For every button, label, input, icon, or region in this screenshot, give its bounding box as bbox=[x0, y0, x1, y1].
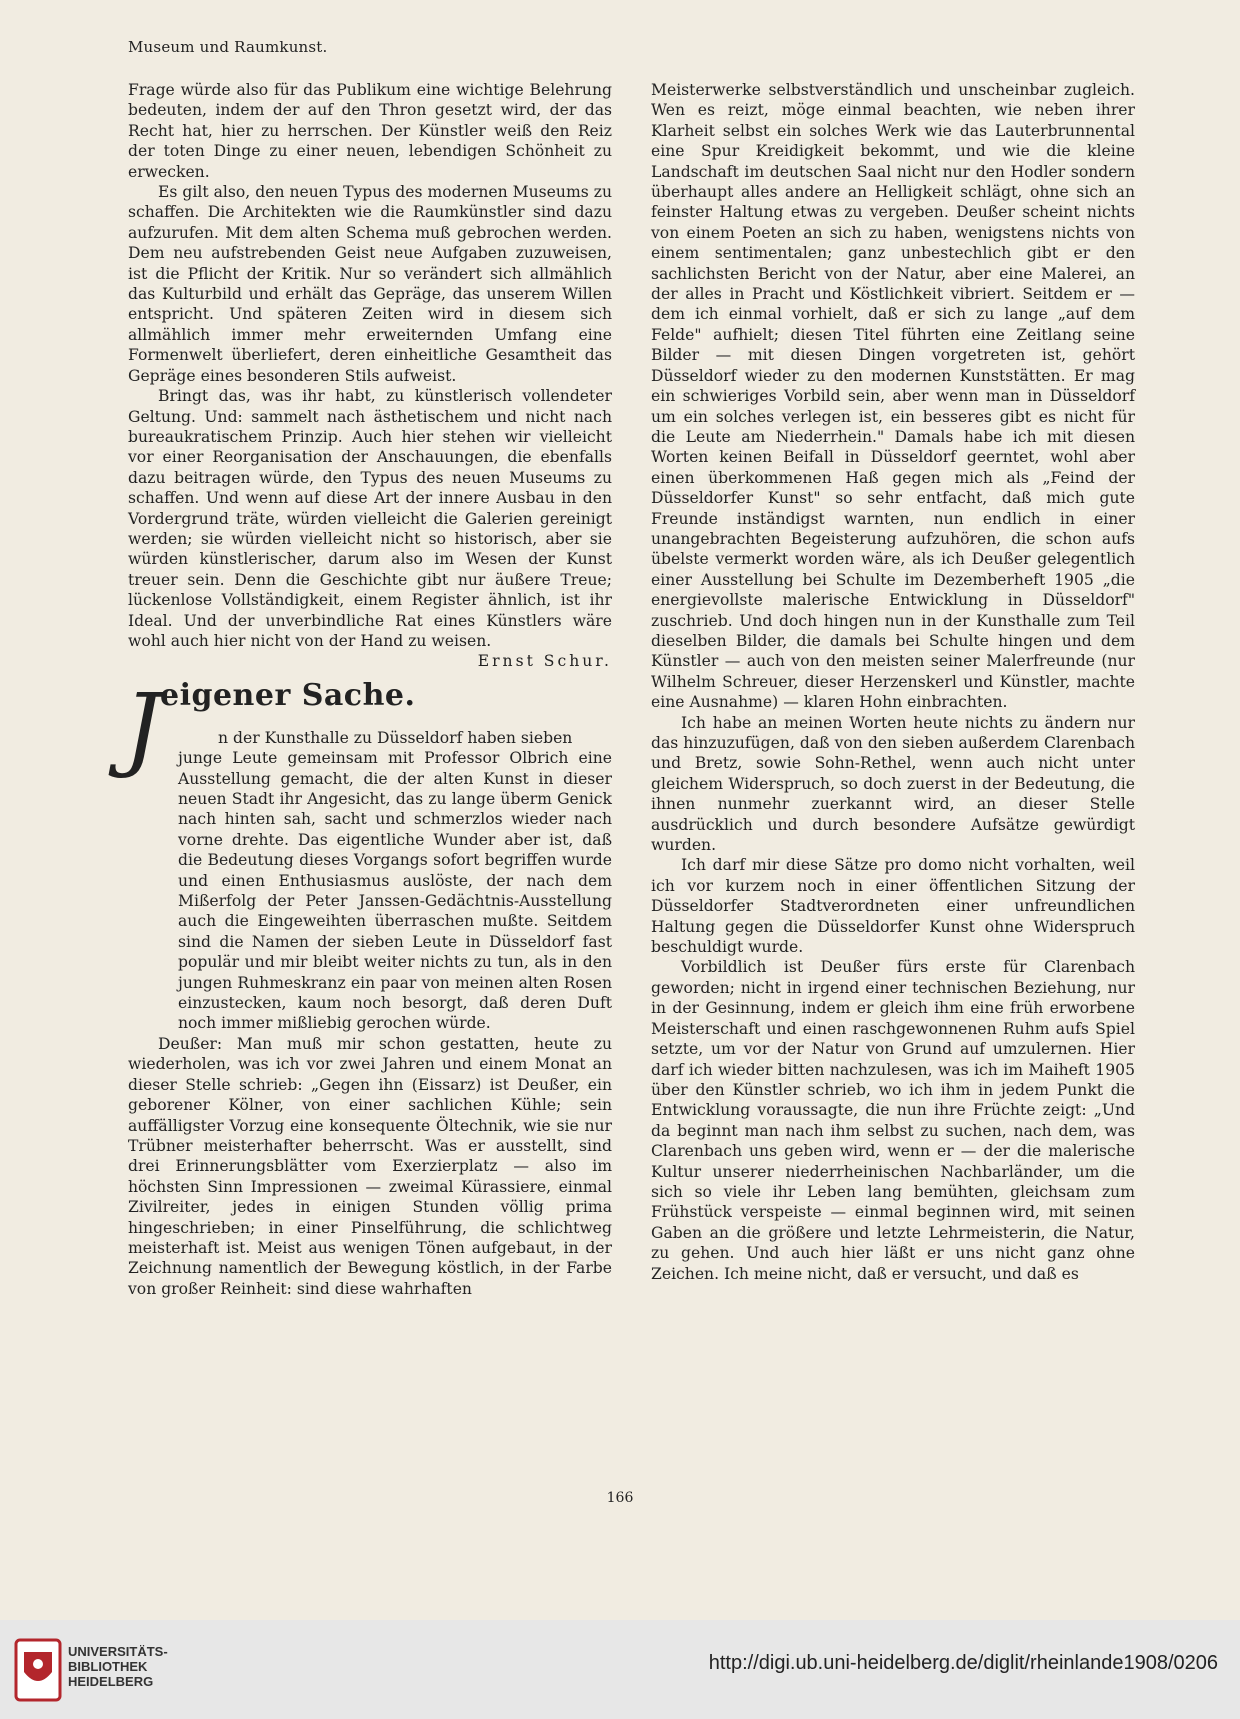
section-title: eigener Sache. bbox=[160, 677, 416, 713]
drop-cap: J bbox=[124, 673, 161, 781]
paragraph: Frage würde also für das Publikum eine wichtige Belehrung bedeuten, indem der auf den Thron gesetzt wird, der das Recht hat, hier zu herrschen. Der Künstler weiß den Reiz der toten Dinge zu einer neuen, lebendigen Schönheit zu erwecken. bbox=[128, 81, 612, 181]
library-name-line: UNIVERSITÄTS- bbox=[68, 1644, 168, 1659]
library-name bbox=[68, 1644, 168, 1689]
library-name-line: HEIDELBERG bbox=[68, 1674, 154, 1689]
footer-bar bbox=[0, 1620, 1240, 1719]
paragraph: Ich darf mir diese Sätze pro domo nicht vorhalten, weil ich vor kurzem noch in einer öffentlichen Sitzung der Düsseldorfer Stadtverordneten einer unfreundlichen Haltung gegen die Düsseldorfer Kunst ohne Widerspruch beschuldigt wurde. bbox=[651, 856, 1135, 957]
paragraph: Vorbildlich ist Deußer fürs erste für Clarenbach geworden; nicht in irgend einer technischen Beziehung, nur in der Gesinnung, indem er gleich ihm eine früh erworbene Meisterschaft und einen raschgewonnenen Ruhm aufs Spiel setzte, um vor der Natur von Grund auf umzulernen. Hier darf ich wieder bitten nachzulesen, was ich im Maiheft 1905 über den Künstler schrieb, wo ich ihm in jedem Punkt die Entwicklung voraussagte, die nun ihre Früchte zeigt: „Und da beginnt man nach ihm selbst zu suchen, nach dem, was Clarenbach uns geben wird, wenn er — der die malerische Kultur unserer niederrheinischen Nachbarländer, um die sich so viele ihr Leben lang bemühten, gleichsam zum Frühstück verspeiste — einmal beginnen wird, mit seinen Gaben an die größere und letzte Lehrmeisterin, die Natur, zu gehen. Und auch hier läßt er uns nicht ganz ohne Zeichen. Ich meine nicht, daß er versucht, und daß es bbox=[651, 958, 1135, 1283]
right-column bbox=[651, 80, 1135, 1284]
university-seal-icon bbox=[14, 1638, 62, 1702]
section-body bbox=[128, 728, 612, 1299]
author-signature: Ernst Schur. bbox=[477, 652, 612, 671]
running-head: Museum und Raumkunst. bbox=[128, 38, 328, 56]
paragraph: Es gilt also, den neuen Typus des modernen Museums zu schaffen. Die Architekten wie die Raumkünstler sind dazu aufzurufen. Mit dem alten Schema muß gebrochen werden. Dem neu aufstrebenden Geist neue Aufgaben zuzuweisen, ist die Pflicht der Kritik. Nur so verändert sich allmählich das Kulturbild und erhält das Gepräge, das unserem Willen entspricht. Und späteren Zeiten wird in diesem sich allmählich immer mehr erweiternden Umfang eine Formenwelt überliefert, deren einheitliche Gesamtheit das Gepräge eines besonderen Stils aufweist. bbox=[128, 183, 612, 385]
source-url-link[interactable]: http://digi.ub.uni-heidelberg.de/diglit/rheinlande1908/0206 bbox=[708, 1652, 1218, 1674]
paragraph: Deußer: Man muß mir schon gestatten, heute zu wiederholen, was ich vor zwei Jahren und einem Monat an dieser Stelle schrieb: „Gegen ihn (Eissarz) ist Deußer, ein geborener Kölner, von einer sachlichen Kühle; sein auffälligster Vorzug eine konsequente Öltechnik, wie sie nur Trübner meisterhafter beherrscht. Was er ausstellt, sind drei Erinnerungsblätter vom Exerzierplatz — also im höchsten Sinn Impressionen — zweimal Kürassiere, einmal Zivilreiter, jedes in einigen Stunden völlig prima hingeschrieben; in einer Pinselführung, die schlichtweg meisterhaft ist. Meist aus wenigen Tönen aufgebaut, in der Zeichnung namentlich der Bewegung köstlich, in der Farbe von großer Reinheit: sind diese wahrhaften bbox=[128, 1034, 612, 1298]
page-number: 166 bbox=[606, 1490, 634, 1506]
paragraph: n der Kunsthalle zu Düsseldorf haben sieben bbox=[218, 728, 573, 747]
paragraph: junge Leute gemeinsam mit Professor Olbrich eine Ausstellung gemacht, die der alten Kunst in dieser neuen Stadt ihr Angesicht, das zu lange überm Genick nach hinten sah, sacht und schmerzlos wieder nach vorne drehte. Das eigentliche Wunder aber ist, daß die Bedeutung dieses Vorgangs sofort begriffen wurde und einen Enthusiasmus auslöste, der nach dem Mißerfolg der Peter Janssen-Gedächtnis-Ausstellung auch die Eingeweihten überraschen mußte. Seitdem sind die Namen der sieben Leute in Düsseldorf fast populär und mir bleibt weiter nichts zu tun, als in den jungen Ruhmeskranz ein paar von meinen alten Rosen einzustecken, kaum noch besorgt, daß deren Duft noch immer mißliebig gerochen würde. bbox=[178, 749, 612, 1033]
paragraph: Bringt das, was ihr habt, zu künstlerisch vollendeter Geltung. Und: sammelt nach ästhetischem und nicht nach bureaukratischem Prinzip. Auch hier stehen wir vielleicht vor einer Reorganisation der Anschauungen, die ebenfalls dazu beitragen würde, den Typus des neuen Museums zu schaffen. Und wenn auf diese Art der innere Ausbau in den Vordergrund träte, würden vielleicht die Galerien gereinigt werden; sie würden vielleicht nicht so historisch, aber sie würden künstlerischer, darum also im Wesen der Kunst treuer sein. Denn die Geschichte gibt nur äußere Treue; lückenlose Vollständigkeit, einem Register ähnlich, ist ihr Ideal. Und der unverbindliche Rat eines Künstlers wäre wohl auch hier nicht von der Hand zu weisen. bbox=[128, 387, 612, 650]
paragraph: Meisterwerke selbstverständlich und unscheinbar zugleich. Wen es reizt, möge einmal beachten, wie neben ihrer Klarheit selbst ein solches Werk wie das Lauterbrunnental eine Spur Kreidigkeit bekommt, und wie die kleine Landschaft im deutschen Saal nicht nur den Hodler sondern überhaupt alles andere an Helligkeit schlägt, ohne sich an feinster Haltung etwas zu vergeben. Deußer scheint nichts von einem Poeten an sich zu haben, wenigstens nichts von einem sentimentalen; ganz unbestechlich gibt er den sachlichsten Bericht von der Natur, aber eine Malerei, an der alles in Pracht und Köstlichkeit vibriert. Seitdem er — dem ich einmal vorhielt, daß er sich zu lange „auf dem Felde" aufhielt; diesen Titel führten eine Zeitlang seine Bilder — mit diesen Dingen vorgetreten ist, gehört Düsseldorf wieder zu den modernen Kunststätten. Er mag ein schwieriges Vorbild sein, aber wenn man in Düsseldorf um ein solches verlegen ist, ein besseres gibt es nicht für die Leute am Niederrhein." Damals habe ich mit diesen Worten keinen Beifall in Düsseldorf geerntet, wohl aber einen überkommenen Haß gegen mich als „Feind der Düsseldorfer Kunst" so sehr entfacht, daß mich gute Freunde inständigst warnten, nun endlich in einer unangebrachten Begeisterung aufzuhören, die schon aufs übelste vermerkt worden wäre, als ich Deußer gelegentlich einer Ausstellung bei Schulte im Dezemberheft 1905 „die energievollste malerische Entwicklung in Düsseldorf" zuschrieb. Und doch hingen nun in der Kunsthalle zum Teil dieselben Bilder, die damals bei Schulte hingen und dem Künstler — auch von den meisten seiner Malerfreunde (nur Wilhelm Schreuer, dieser Herzenskerl und Künstler, machte eine Ausnahme) — klaren Hohn einbrachten. bbox=[651, 81, 1135, 712]
paragraph: Ich habe an meinen Worten heute nichts zu ändern nur das hinzuzufügen, daß von den sieben außerdem Clarenbach und Bretz, sowie Sohn-Rethel, wenn auch nicht unter gleichem Widerspruch, so doch zuerst in der Bedeutung, die ihnen nunmehr zuerkannt wird, an dieser Stelle ausdrücklich und durch besondere Aufsätze gewürdigt wurden. bbox=[651, 713, 1135, 855]
left-column bbox=[124, 80, 612, 1299]
library-name-line: BIBLIOTHEK bbox=[68, 1659, 148, 1674]
